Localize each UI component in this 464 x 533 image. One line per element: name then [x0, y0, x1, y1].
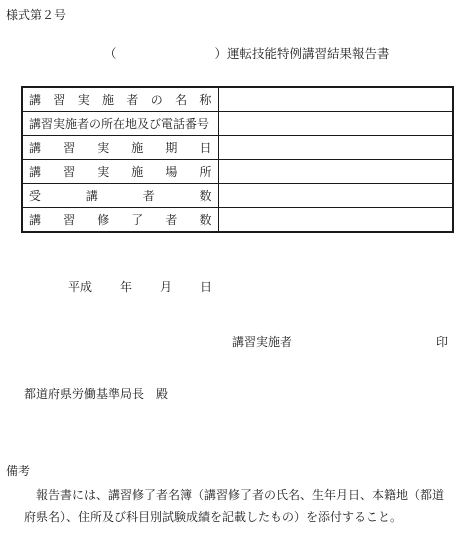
label-char: 場 [165, 165, 178, 179]
label-char: 施 [131, 141, 144, 155]
label-char: 講 [29, 165, 42, 179]
date-line [68, 278, 212, 295]
date-era: 平成 [68, 280, 93, 294]
label-char: 称 [199, 93, 212, 107]
label-char: 日 [199, 141, 212, 155]
title-open-paren: （ [104, 46, 117, 61]
table-row [22, 112, 453, 136]
label-char: 者 [165, 213, 178, 227]
report-table [21, 86, 454, 233]
label-char: 名 [175, 93, 188, 107]
label-char: 施 [131, 165, 144, 179]
table-row [22, 184, 453, 208]
label-char: 了 [131, 213, 144, 227]
label-char: の [150, 93, 163, 107]
label-char: 受 [29, 189, 42, 203]
spread-label [29, 163, 212, 180]
label-char: 所 [199, 165, 212, 179]
date-year: 年 [120, 280, 133, 294]
addressee: 都道府県労働基準局長 殿 [24, 387, 169, 401]
label-char: 講 [85, 189, 98, 203]
row-label-attendees [22, 184, 218, 208]
row-label-provider-name [22, 87, 218, 112]
row-label-date [22, 136, 218, 160]
row-value-provider-name[interactable] [218, 87, 453, 112]
label-char: 期 [165, 141, 178, 155]
table-row [22, 160, 453, 184]
label-char: 数 [199, 213, 212, 227]
label-char: 実 [97, 141, 110, 155]
table-row [22, 208, 453, 233]
label-char: 施 [102, 93, 115, 107]
spread-label [29, 187, 212, 204]
seal-mark: 印 [436, 335, 449, 349]
label-char: 習 [63, 141, 76, 155]
label-char: 実 [97, 165, 110, 179]
implementer-label: 講習実施者 [232, 335, 293, 349]
notes-body: 報告書には、講習修了者名簿（講習修了者の氏名、生年月日、本籍地（都道府県名）、住所及び科目別試験成績を記載したもの）を添付すること。 [24, 488, 445, 524]
label-char: 者 [142, 189, 155, 203]
form-number: 様式第２号 [6, 8, 67, 22]
date-day: 日 [200, 280, 213, 294]
document-title [104, 44, 390, 62]
notes-heading: 備考 [6, 464, 31, 478]
label-char: 講 [29, 141, 42, 155]
label-char: 習 [63, 165, 76, 179]
title-text: 運転技能特例講習結果報告書 [227, 46, 390, 61]
label-char: 者 [126, 93, 139, 107]
label-char: 実 [77, 93, 90, 107]
spread-label [29, 139, 212, 156]
row-value-completers[interactable] [218, 208, 453, 233]
row-value-attendees[interactable] [218, 184, 453, 208]
spread-label [29, 91, 212, 108]
table-row [22, 136, 453, 160]
row-label-completers [22, 208, 218, 233]
label-char: 数 [199, 189, 212, 203]
table-row [22, 87, 453, 112]
date-month: 月 [160, 280, 173, 294]
row-value-provider-address[interactable] [218, 112, 453, 136]
label-char: 修 [97, 213, 110, 227]
spread-label [29, 211, 212, 228]
row-label-location [22, 160, 218, 184]
row-value-date[interactable] [218, 136, 453, 160]
label-char: 講 [29, 213, 42, 227]
label-char: 習 [53, 93, 66, 107]
row-value-location[interactable] [218, 160, 453, 184]
title-close-paren: ） [214, 46, 228, 61]
label-char: 習 [63, 213, 76, 227]
row-label-provider-address: 講習実施者の所在地及び電話番号 [22, 112, 218, 136]
label-char: 講 [29, 93, 42, 107]
